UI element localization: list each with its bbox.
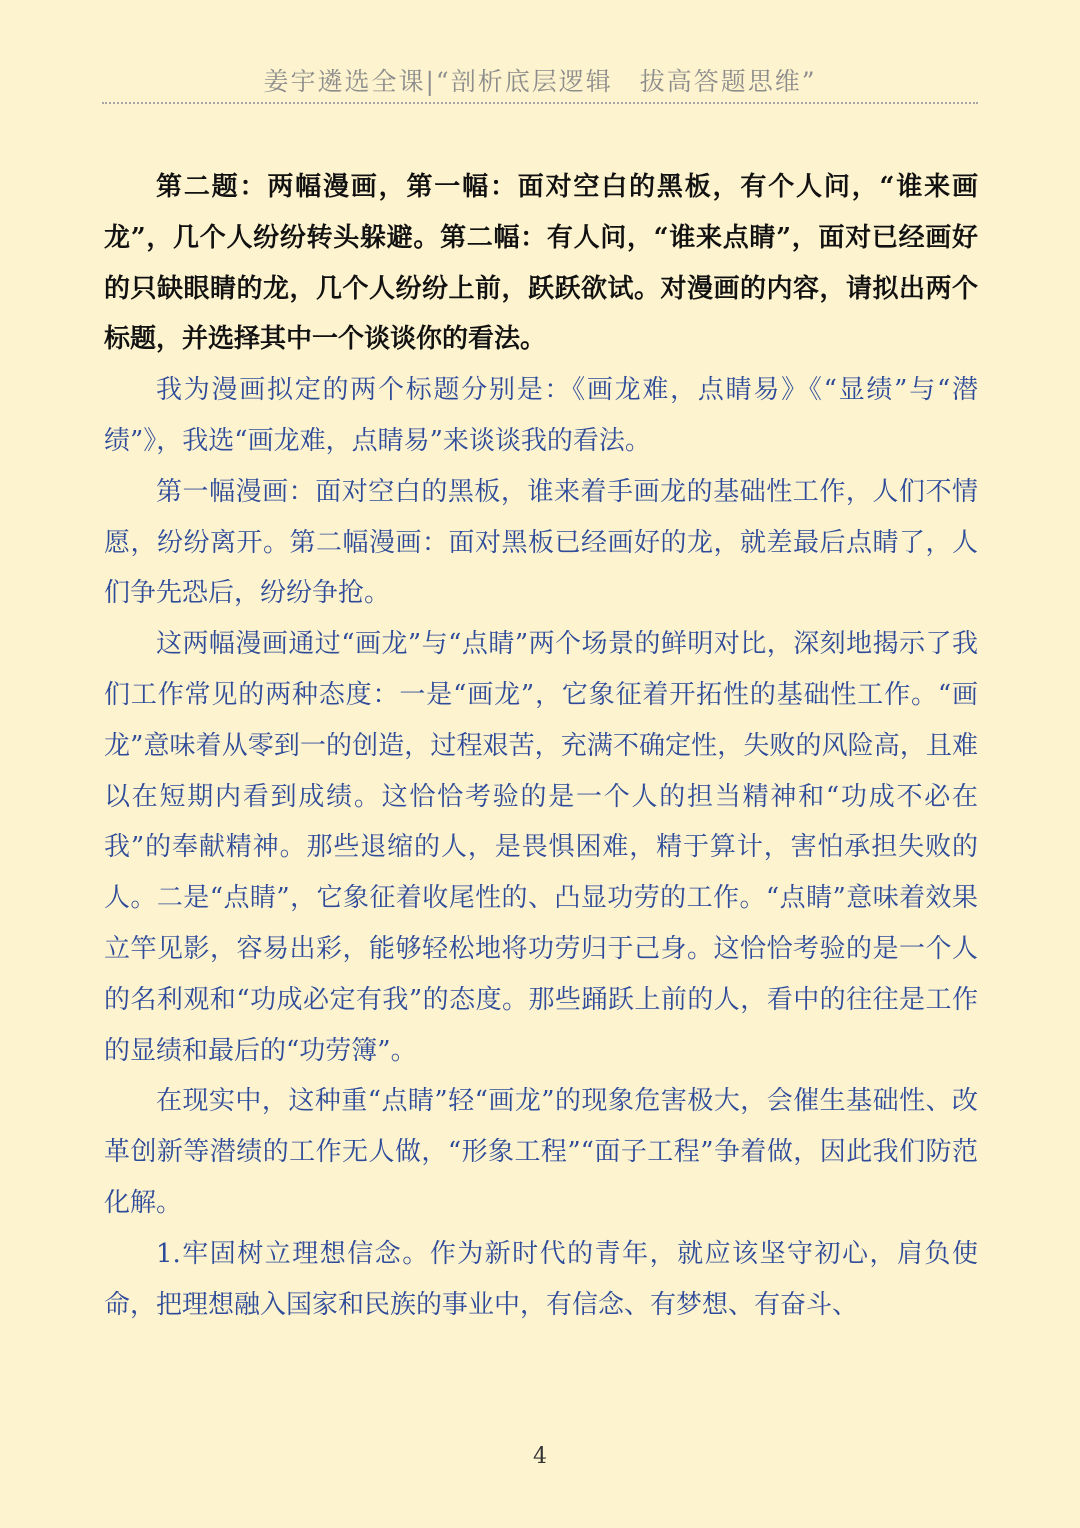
answer-paragraph-analysis: 这两幅漫画通过“画龙”与“点睛”两个场景的鲜明对比，深刻地揭示了我们工作常见的两种态度：一是“画龙”，它象征着开拓性的基础性工作。“画龙”意味着从零到一的创造，过程艰苦，充满不确定性，失败的风险高，且难以在短期内看到成绩。这恰恰考验的是一个人的担当精神和“功成不必在我”的奉献精神。那些退缩的人，是畏惧困难，精于算计，害怕承担失败的人。二是“点睛”，它象征着收尾性的、凸显功劳的工作。“点睛”意味着效果立竿见影，容易出彩，能够轻松地将功劳归于己身。这恰恰考验的是一个人的名利观和“功成必定有我”的态度。那些踊跃上前的人，看中的往往是工作的显绩和最后的“功劳簿”。 (104, 629, 978, 1066)
answer-paragraph-harm: 在现实中，这种重“点睛”轻“画龙”的现象危害极大，会催生基础性、改革创新等潜绩的工作无人做，“形象工程”“面子工程”争着做，因此我们防范化解。 (104, 1086, 978, 1218)
document-body (104, 162, 978, 1330)
answer-paragraph-description: 第一幅漫画：面对空白的黑板，谁来着手画龙的基础性工作，人们不情愿，纷纷离开。第二幅漫画：面对黑板已经画好的龙，就差最后点睛了，人们争先恐后，纷纷争抢。 (104, 476, 978, 609)
page-header: 姜宇遴选全课|“剖析底层逻辑 拔高答题思维” (263, 67, 817, 96)
page-number: 4 (533, 1444, 547, 1469)
header-divider (102, 102, 978, 104)
question-paragraph: 第二题：两幅漫画，第一幅：面对空白的黑板，有个人问，“谁来画龙”，几个人纷纷转头躲避。第二幅：有人问，“谁来点睛”，面对已经画好的只缺眼睛的龙，几个人纷纷上前，跃跃欲试。对漫画的内容，请拟出两个标题，并选择其中一个谈谈你的看法。 (104, 172, 978, 355)
answer-paragraph-measure-1: 1.牢固树立理想信念。作为新时代的青年，就应该坚守初心，肩负使命，把理想融入国家和民族的事业中，有信念、有梦想、有奋斗、 (104, 1238, 978, 1320)
answer-paragraph-titles: 我为漫画拟定的两个标题分别是：《画龙难，点睛易》《“显绩”与“潜绩”》，我选“画龙难，点睛易”来谈谈我的看法。 (104, 375, 978, 456)
